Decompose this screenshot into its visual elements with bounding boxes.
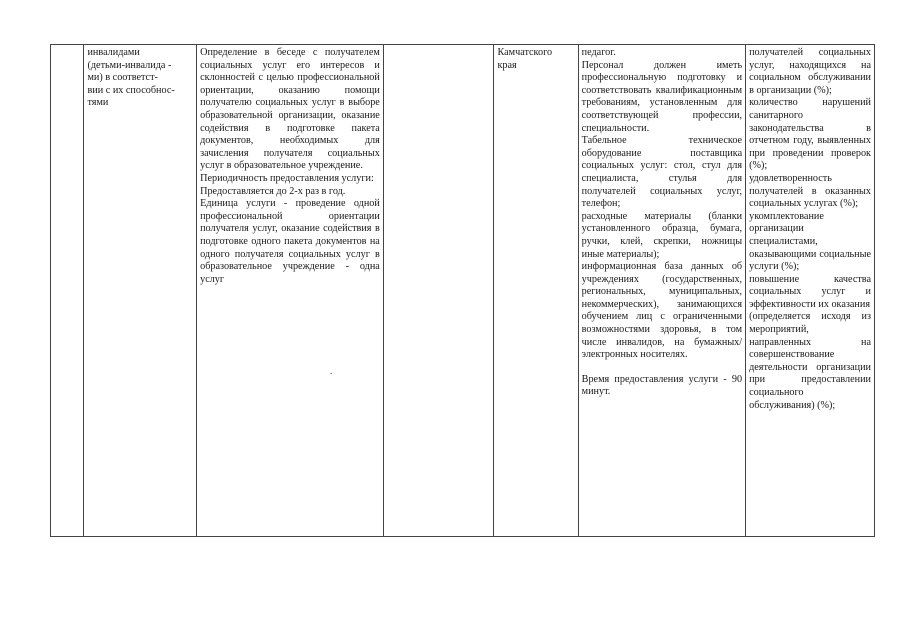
conditions-paragraph: педагог. [581, 47, 616, 58]
service-time-paragraph: Время предоставления услуги - 90 минут. [581, 373, 743, 398]
stray-mark: . [330, 366, 333, 376]
periodicity-heading: Периодичность предоставления услуги: [200, 172, 374, 184]
text-line: вии с их способнос- [87, 84, 175, 96]
indicators-cell [746, 45, 875, 537]
region-line: Камчатского [497, 47, 553, 58]
conditions-paragraph: расходные материалы (бланки установленного образца, бумага, ручки, клей, скрепки, ножницы иные материалы); [581, 210, 743, 260]
indicator-item: (определяется исходя из мероприятий, направленных на совершенствование деятельности организации при предоставлении социального обслуживания) (%); [749, 311, 871, 411]
service-name-cell [84, 45, 197, 537]
text-line: ми) в соответст- [87, 72, 158, 84]
empty-cell [383, 45, 494, 537]
text-line: (детьми-инвалида - [87, 59, 172, 71]
description-paragraph: Определение в беседе с получателем социальных услуг его интересов и склонностей с целью профессиональной ориентации, оказанию помощи получателю социальных услуг в выборе образовательной организации, оказание содействия в подготовке пакета документов, необходимых для зачисления получателя социальных услуг в образовательное учреждение. [200, 47, 380, 172]
services-table [50, 44, 875, 537]
service-unit-paragraph: Единица услуги - проведение одной профессиональной ориентации получателя услуг, оказание содействия в подготовке одного пакета документов на одного получателя социальных услуг в образовательное учреждение - одна услуг [200, 198, 380, 285]
indicator-item: получателей социальных услуг, находящихся на социальном обслуживании в организации (%); [749, 47, 871, 96]
conditions-paragraph: Табельное техническое оборудование поставщика социальных услуг: стол, стул для специалиста, стулья для получателей социальных услуг, телефон; [581, 135, 743, 210]
text-line: тями [87, 97, 109, 109]
table-row [51, 45, 875, 537]
indicator-item: удовлетворенность получателей в оказанных социальных услугах (%); [749, 172, 871, 210]
indicator-item: количество нарушений санитарного законодательства в отчетном году, выявленных при проведении проверок (%); [749, 97, 871, 172]
paragraph-gap [582, 362, 742, 374]
region-line: края [497, 59, 517, 71]
conditions-paragraph: информационная база данных об учреждениях (государственных, региональных, муниципальных, некоммерческих), занимающихся обучением лиц с ограниченными возможностями здоровья, в том числе инвалидов, на бумажных/электронных носителях. [581, 261, 743, 361]
service-description-cell [197, 45, 384, 537]
region-cell [494, 45, 578, 537]
indicator-item: укомплектование организации специалистами, оказывающими социальные услуги (%); [749, 210, 871, 273]
conditions-cell [578, 45, 745, 537]
conditions-paragraph: Персонал должен иметь профессиональную подготовку и соответствовать квалификационным требованиям, установленным для соответствующей профессии, специальности. [581, 59, 743, 134]
periodicity-value: Предоставляется до 2-х раз в год. [200, 185, 346, 197]
text-line: инвалидами [87, 47, 140, 58]
indicator-item: повышение качества социальных услуг и эффективности их оказания [749, 273, 871, 310]
number-cell [51, 45, 84, 537]
